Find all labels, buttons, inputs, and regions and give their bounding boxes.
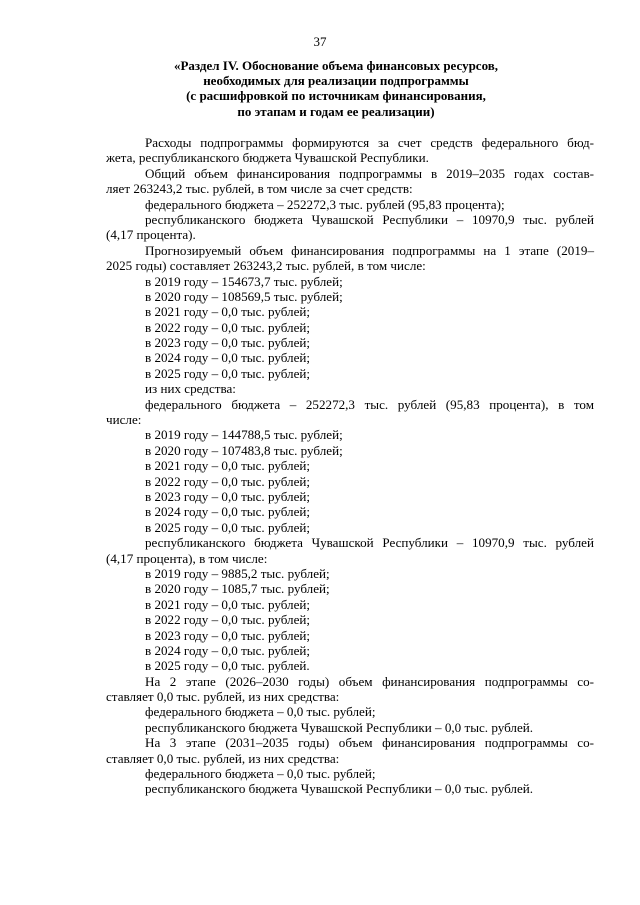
text-line: жета, республиканского бюджета Чувашской Республики. [106,150,429,166]
text-line: в 2020 году – 107483,8 тыс. рублей; [145,442,343,458]
heading-line: по этапам и годам ее реализации) [237,103,435,119]
text-line: Расходы подпрограммы формируются за счет средств федерального бюд- [145,135,594,150]
text-line: в 2019 году – 154673,7 тыс. рублей; [145,273,343,289]
text-line: федерального бюджета – 0,0 тыс. рублей; [145,766,376,782]
text-line: в 2020 году – 108569,5 тыс. рублей; [145,288,343,304]
text-line: федерального бюджета – 0,0 тыс. рублей; [145,704,376,720]
text-line: в 2025 году – 0,0 тыс. рублей; [145,365,311,381]
text-line: республиканского бюджета Чувашской Республики – 10970,9 тыс. рублей [145,211,594,227]
text-line: федерального бюджета – 252272,3 тыс. рублей (95,83 процента); [145,196,505,212]
text-line: (4,17 процента), в том числе: [106,550,268,566]
text-line: в 2024 году – 0,0 тыс. рублей; [145,504,311,520]
text-line: в 2019 году – 144788,5 тыс. рублей; [145,427,343,443]
heading-line: «Раздел IV. Обоснование объема финансовых ресурсов, [173,58,499,73]
text-line: числе: [106,412,142,428]
text-line: в 2024 году – 0,0 тыс. рублей; [145,350,311,366]
text-line: На 2 этапе (2026–2030 годы) объем финансирования подпрограммы со- [145,673,594,689]
text-line: (4,17 процента). [106,227,196,243]
text-line: в 2023 году – 0,0 тыс. рублей; [145,488,311,504]
text-line: в 2021 году – 0,0 тыс. рублей; [145,458,311,474]
text-line: ставляет 0,0 тыс. рублей, из них средства: [106,750,340,766]
body-text [106,135,594,797]
text-line: республиканского бюджета Чувашской Республики – 10970,9 тыс. рублей [145,535,594,551]
text-line: в 2021 году – 0,0 тыс. рублей; [145,596,311,612]
text-line: На 3 этапе (2031–2035 годы) объем финансирования подпрограммы со- [145,735,594,751]
text-line: 2025 годы) составляет 263243,2 тыс. рублей, в том числе: [106,258,426,274]
page-number: 37 [313,34,327,49]
text-line: в 2025 году – 0,0 тыс. рублей. [145,658,310,674]
text-line: в 2021 году – 0,0 тыс. рублей; [145,304,311,320]
text-line: Прогнозируемый объем финансирования подпрограммы на 1 этапе (2019– [145,242,594,258]
text-line: республиканского бюджета Чувашской Республики – 0,0 тыс. рублей. [145,781,534,797]
text-line: из них средства: [145,381,236,397]
text-line: ставляет 0,0 тыс. рублей, из них средства: [106,689,340,705]
text-line: в 2022 году – 0,0 тыс. рублей; [145,319,311,335]
heading-line: необходимых для реализации подпрограммы [203,73,469,89]
text-line: республиканского бюджета Чувашской Республики – 0,0 тыс. рублей. [145,719,534,735]
text-line: в 2023 году – 0,0 тыс. рублей; [145,627,311,643]
text-line: федерального бюджета – 252272,3 тыс. рублей (95,83 процента), в том [145,396,594,412]
text-line: в 2024 году – 0,0 тыс. рублей; [145,642,311,658]
text-line: в 2019 году – 9885,2 тыс. рублей; [145,565,330,581]
text-line: в 2025 году – 0,0 тыс. рублей; [145,519,311,535]
section-heading [104,58,568,119]
text-line: ляет 263243,2 тыс. рублей, в том числе за счет средств: [106,181,413,197]
text-line: в 2023 году – 0,0 тыс. рублей; [145,335,311,351]
text-line: Общий объем финансирования подпрограммы в 2019–2035 годах состав- [145,165,594,181]
text-line: в 2022 году – 0,0 тыс. рублей; [145,612,311,628]
text-line: в 2020 году – 1085,7 тыс. рублей; [145,581,330,597]
text-line: в 2022 году – 0,0 тыс. рублей; [145,473,311,489]
heading-line: (с расшифровкой по источникам финансирования, [186,88,486,104]
